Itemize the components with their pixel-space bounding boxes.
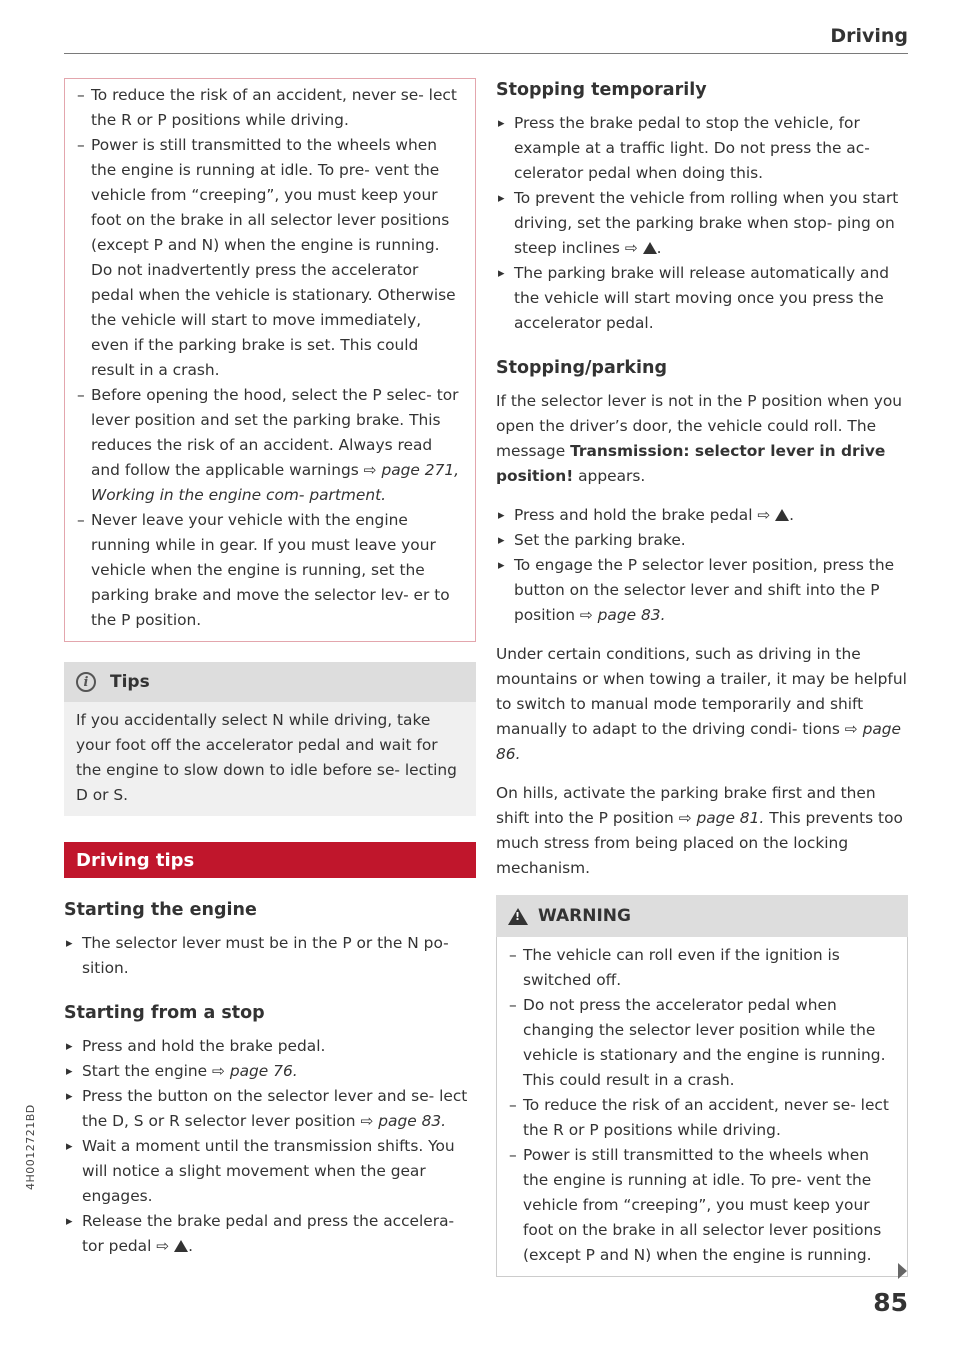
- bullet-item: ▸ The selector lever must be in the P or the N po- sition.: [64, 931, 476, 981]
- continue-arrow-icon: [898, 1263, 907, 1279]
- bullet-item: ▸ Set the parking brake.: [496, 528, 908, 553]
- page-ref-link[interactable]: ⇨ page 76.: [212, 1062, 298, 1080]
- bullet-item: ▸ The parking brake will release automatically and the vehicle will start moving once you press the accelerator pedal.: [496, 261, 908, 336]
- tips-body: [64, 702, 476, 816]
- warning-item: – Do not press the accelerator pedal when changing the selector lever position while the vehicle is stationary and the engine is running. This could result in a crash.: [509, 993, 895, 1093]
- page-number: 85: [873, 1288, 908, 1317]
- warning-header: [496, 895, 908, 937]
- page-ref-link[interactable]: ⇨ page 83.: [360, 1112, 447, 1130]
- bullet-item: ▸ Start the engine ⇨ page 76.: [64, 1059, 476, 1084]
- warning-item: – The vehicle can roll even if the ignition is switched off.: [509, 943, 895, 993]
- page-ref-link[interactable]: ⇨ page 81.: [678, 809, 765, 827]
- warning-label: WARNING: [538, 905, 631, 926]
- paragraph: Under certain conditions, such as driving in the mountains or when towing a trailer, it may be helpful to switch to manual mode temporarily and shift manually to adapt to the driving condi- tions ⇨ page 86.: [496, 645, 907, 763]
- warning-ref-icon[interactable]: [643, 242, 657, 254]
- section-bar: Driving tips: [64, 842, 476, 878]
- warning-body: [496, 937, 908, 1277]
- bullet-item: ▸ Press the button on the selector lever and se- lect the D, S or R selector lever position ⇨ page 83.: [64, 1084, 476, 1134]
- page-ref-link[interactable]: ⇨ page 86.: [496, 720, 902, 763]
- paragraph: If the selector lever is not in the P position when you open the driver’s door, the vehicle could roll. The message Transmission: selector lever in drive position! appears.: [496, 392, 903, 485]
- heading-stopping-parking: Stopping/parking: [496, 358, 668, 378]
- paragraph: On hills, activate the parking brake first and then shift into the P position ⇨ page 81. This prevents too much stress from being placed on the locking mechanism.: [496, 784, 903, 877]
- continued-warning-box: [64, 78, 476, 642]
- tips-header: [64, 662, 476, 702]
- document-code: 4H0012721BD: [24, 1104, 37, 1190]
- section-title: Driving: [830, 25, 908, 47]
- page-ref-link[interactable]: ⇨ page 83.: [579, 606, 666, 624]
- heading-starting-engine: Starting the engine: [64, 900, 257, 920]
- tips-text: If you accidentally select N while driving, take your foot off the accelerator pedal and wait for the engine to slow down to idle before se- lecting D or S.: [76, 711, 457, 804]
- warning-item: – Power is still transmitted to the wheels when the engine is running at idle. To pre- vent the vehicle from “creeping”, you must keep your foot on the brake in all selector lever positions (except P and N) when the engine is running. Do not inadvertently press the accelerator pedal when the vehicle is stationary. Otherwise the vehicle will start to move immediately, even if the parking brake is set. This could result in a crash.: [77, 133, 463, 383]
- bullet-item: ▸ Press and hold the brake pedal ⇨ .: [496, 503, 908, 528]
- warning-item: – Power is still transmitted to the wheels when the engine is running at idle. To pre- vent the vehicle from “creeping”, you must keep your foot on the brake in all selector lever positions (except P and N) when the engine is running.: [509, 1143, 895, 1268]
- header-rule: [64, 53, 908, 54]
- info-icon: i: [76, 672, 96, 692]
- warning-ref-icon[interactable]: [174, 1240, 188, 1252]
- bullet-item: ▸ Press the brake pedal to stop the vehicle, for example at a traffic light. Do not press the ac- celerator pedal when doing this.: [496, 111, 908, 186]
- tips-label: Tips: [110, 671, 150, 692]
- message-text: Transmission: selector lever in drive position!: [496, 442, 886, 485]
- warning-item: – To reduce the risk of an accident, never se- lect the R or P positions while driving.: [509, 1093, 895, 1143]
- right-column: [496, 78, 908, 1277]
- bullet-item: ▸ Press and hold the brake pedal.: [64, 1034, 476, 1059]
- bullet-item: ▸ Release the brake pedal and press the accelera- tor pedal ⇨ .: [64, 1209, 476, 1259]
- warning-item: – Before opening the hood, select the P selec- tor lever position and set the parking brake. This reduces the risk of an accident. Always read and follow the applicable warnings ⇨ page 271, Working in the engine com- partment.: [77, 383, 463, 508]
- bullet-item: ▸ To prevent the vehicle from rolling when you start driving, set the parking brake when stop- ping on steep inclines ⇨ .: [496, 186, 908, 261]
- left-column: [64, 78, 476, 1259]
- page-ref-link[interactable]: ⇨ page 271, Working in the engine com- partment.: [91, 461, 460, 504]
- warning-item: – Never leave your vehicle with the engine running while in gear. If you must leave your vehicle when the engine is running, set the parking brake and move the selector lev- er to the P position.: [77, 508, 463, 633]
- heading-stopping-temporarily: Stopping temporarily: [496, 80, 707, 100]
- bullet-item: ▸ To engage the P selector lever position, press the button on the selector lever and shift into the P position ⇨ page 83.: [496, 553, 908, 628]
- warning-ref-icon[interactable]: [775, 509, 789, 521]
- bullet-item: ▸ Wait a moment until the transmission shifts. You will notice a slight movement when the gear engages.: [64, 1134, 476, 1209]
- heading-starting-stop: Starting from a stop: [64, 1003, 265, 1023]
- warning-triangle-icon: [508, 908, 528, 925]
- warning-item: – To reduce the risk of an accident, never se- lect the R or P positions while driving.: [77, 83, 463, 133]
